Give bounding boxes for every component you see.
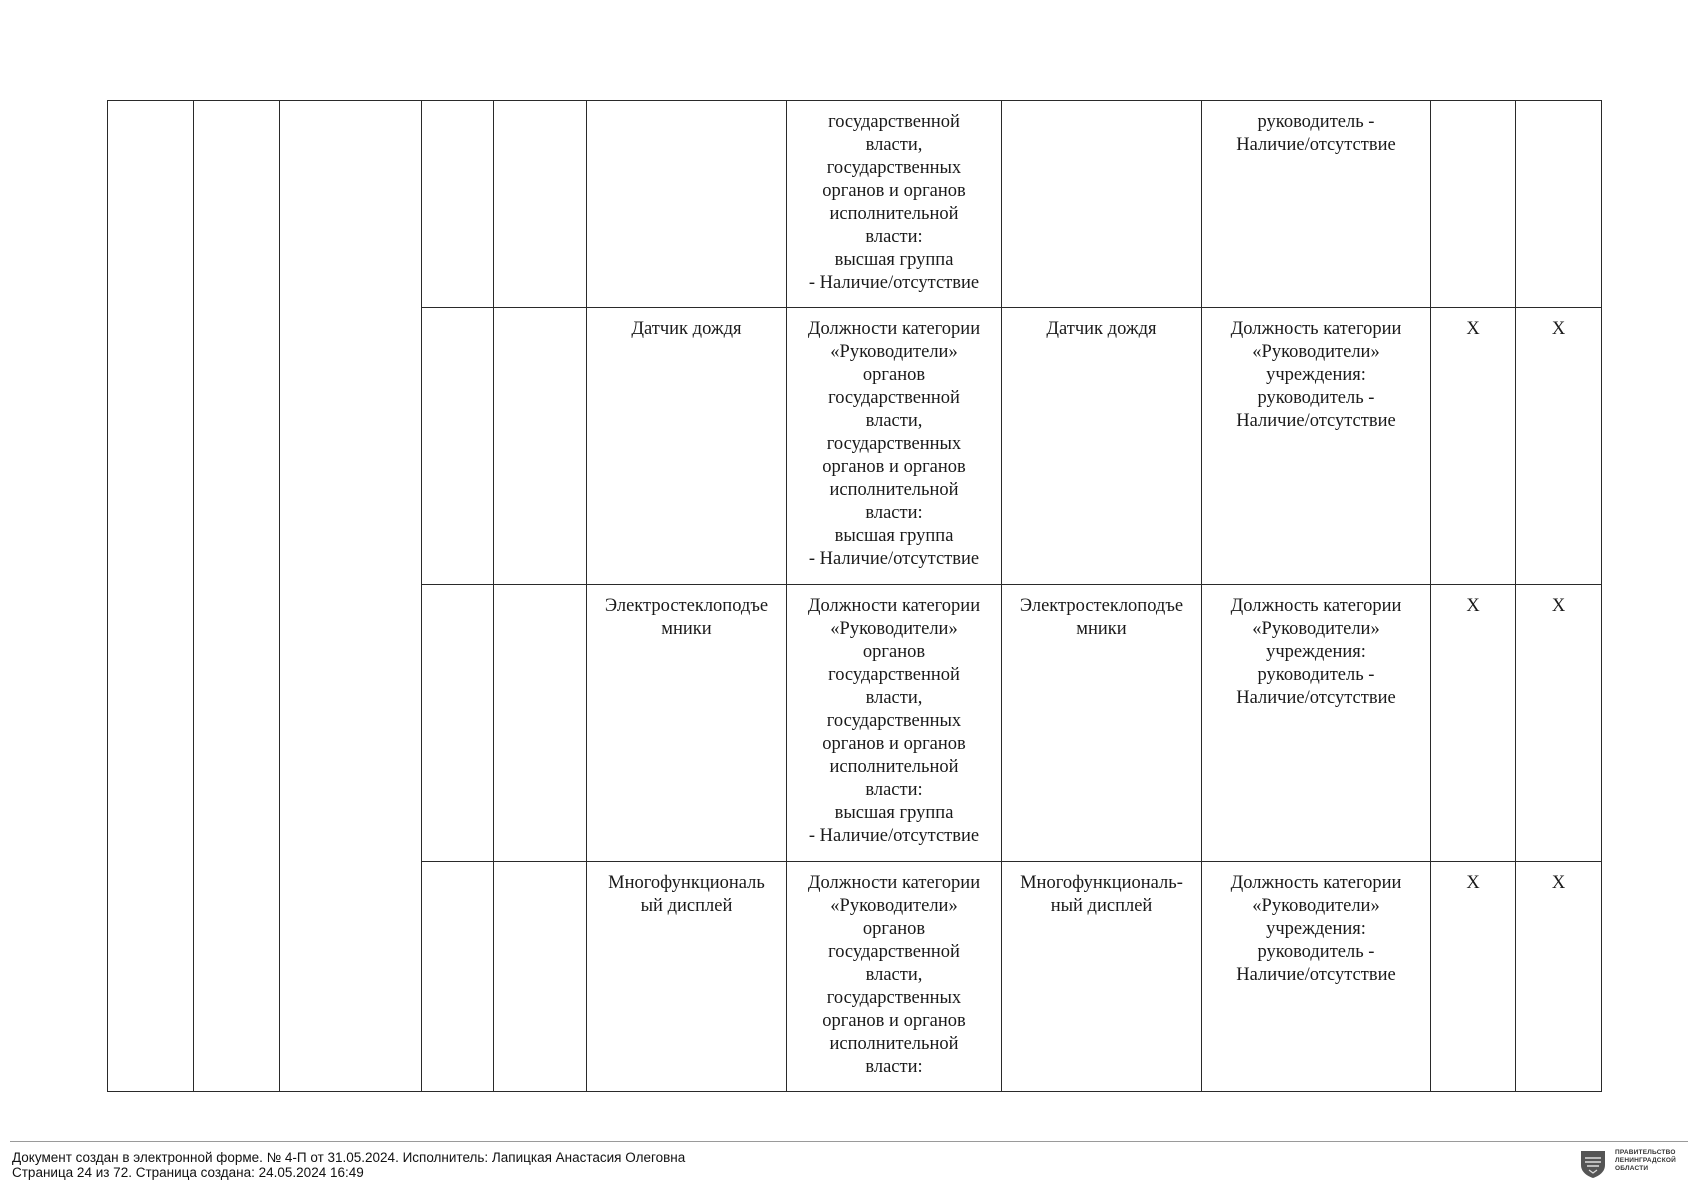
cell-col4: [422, 585, 494, 862]
document-table: [107, 100, 1602, 1092]
coat-of-arms-icon: [1579, 1149, 1607, 1179]
document-footer: [12, 1150, 685, 1180]
cell-col6: [587, 101, 787, 308]
cell-col7: Должности категории «Руководители» органов государственной власти, государственных органов и органов исполнительной власти: высшая группа - Наличие/отсутствие: [787, 585, 1002, 862]
government-logo: [1579, 1149, 1676, 1179]
cell-col10: X: [1431, 862, 1516, 1092]
footer-divider: [10, 1141, 1688, 1142]
cell-col11: X: [1516, 585, 1602, 862]
cell-col5: [494, 862, 587, 1092]
cell-col5: [494, 585, 587, 862]
cell-col8: [1002, 101, 1202, 308]
cell-col4: [422, 101, 494, 308]
cell-col8: Датчик дождя: [1002, 308, 1202, 585]
cell-col4: [422, 308, 494, 585]
cell-col5: [494, 308, 587, 585]
cell-col11: X: [1516, 308, 1602, 585]
cell-col6: Многофункциональ ый дисплей: [587, 862, 787, 1092]
cell-col7: Должности категории «Руководители» органов государственной власти, государственных органов и органов исполнительной власти: высшая группа - Наличие/отсутствие: [787, 308, 1002, 585]
cell-col10: X: [1431, 308, 1516, 585]
cell-col9: Должность категории «Руководители» учреждения: руководитель - Наличие/отсутствие: [1202, 585, 1431, 862]
footer-document-info: Документ создан в электронной форме. № 4-П от 31.05.2024. Исполнитель: Лапицкая Анастасия Олеговна: [12, 1150, 686, 1165]
cell-col6: Электростеклоподъе мники: [587, 585, 787, 862]
cell-col6: Датчик дождя: [587, 308, 787, 585]
cell-col2: [194, 101, 280, 1092]
cell-col9: Должность категории «Руководители» учреждения: руководитель - Наличие/отсутствие: [1202, 862, 1431, 1092]
cell-col1: [108, 101, 194, 1092]
cell-col3: [280, 101, 422, 1092]
cell-col7: Должности категории «Руководители» органов государственной власти, государственных органов и органов исполнительной власти:: [787, 862, 1002, 1092]
cell-col10: X: [1431, 585, 1516, 862]
logo-line-2: ЛЕНИНГРАДСКОЙ: [1615, 1157, 1676, 1164]
table-row: [108, 101, 1602, 308]
cell-col9: Должность категории «Руководители» учреждения: руководитель - Наличие/отсутствие: [1202, 308, 1431, 585]
cell-col10: [1431, 101, 1516, 308]
logo-line-3: ОБЛАСТИ: [1615, 1165, 1649, 1172]
cell-col11: [1516, 101, 1602, 308]
cell-col7: государственной власти, государственных органов и органов исполнительной власти: высшая группа - Наличие/отсутствие: [787, 101, 1002, 308]
cell-col8: Многофункциональ- ный дисплей: [1002, 862, 1202, 1092]
footer-page-info: Страница 24 из 72. Страница создана: 24.05.2024 16:49: [12, 1165, 364, 1180]
cell-col4: [422, 862, 494, 1092]
logo-caption: [1615, 1149, 1676, 1173]
cell-col8: Электростеклоподъе мники: [1002, 585, 1202, 862]
cell-col5: [494, 101, 587, 308]
logo-line-1: ПРАВИТЕЛЬСТВО: [1615, 1149, 1676, 1156]
cell-col9: руководитель - Наличие/отсутствие: [1202, 101, 1431, 308]
cell-col11: X: [1516, 862, 1602, 1092]
